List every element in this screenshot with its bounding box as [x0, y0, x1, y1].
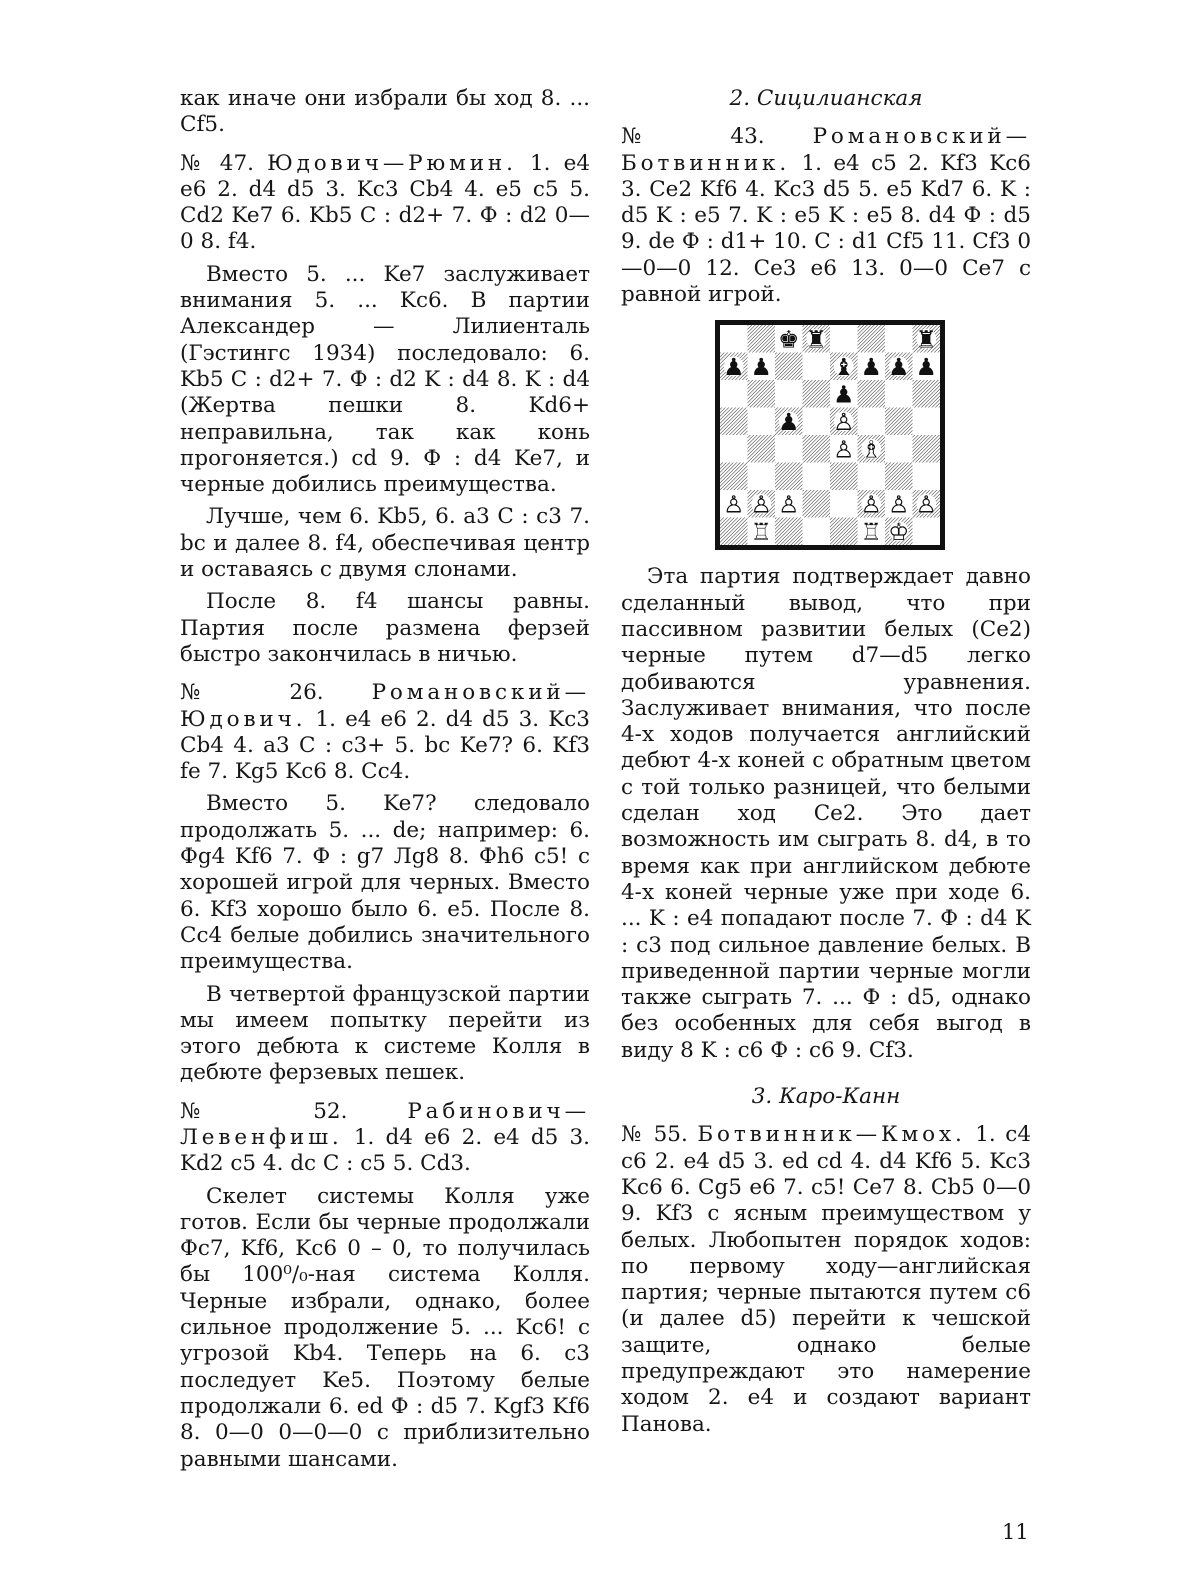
light-square — [858, 463, 886, 491]
chess-piece-icon — [778, 326, 799, 354]
light-square — [913, 463, 941, 491]
dark-square — [830, 463, 858, 491]
dark-square — [803, 380, 831, 408]
light-square — [803, 463, 831, 491]
game-moves: 1. c4 c6 2. e4 d5 3. ed cd 4. d4 Kf6 5. Kc3 Kc6 6. Cg5 e6 7. c5! Ce7 8. Cb5 0—0 9. Kf3 с ясным преимуществом у белых. — [621, 1122, 1031, 1253]
dark-square — [720, 463, 748, 491]
paragraph: Вместо 5. Ke7? следовало продолжать 5. ... de; например: 6. Фg4 Kf6 7. Ф : g7 Лg8 8. Фh6 c5! с хорошей игрой для черных. Вместо 6. Kf3 хорошо было 6. e5. После 8. Cc4 белые добились значительного преимущества. — [180, 791, 590, 975]
dark-square — [748, 380, 776, 408]
game-number: № 47. — [180, 150, 254, 176]
chess-piece-icon — [833, 353, 854, 381]
game-number: № 52. — [180, 1098, 348, 1124]
chess-piece-icon — [861, 491, 882, 519]
left-column — [180, 86, 590, 1473]
light-square — [720, 435, 748, 463]
chess-piece-icon — [888, 353, 909, 381]
chess-board — [720, 325, 940, 545]
dark-square — [775, 353, 803, 381]
game-moves: 1. e4 e6 2. d4 d5 3. Kc3 Cb4 4. e5 c5 5. Cd2 Ke7 6. Kb5 C : d2+ 7. Ф : d2 0—0 8. f4. — [180, 150, 590, 255]
chess-piece-icon — [778, 408, 799, 436]
chess-piece-icon — [888, 518, 909, 545]
dark-square — [858, 325, 886, 353]
chess-piece-icon — [833, 408, 854, 436]
light-square — [803, 518, 831, 546]
chess-piece-icon — [723, 353, 744, 381]
light-square — [775, 435, 803, 463]
dark-square — [858, 380, 886, 408]
game-players: Романовский—Юдович. — [180, 680, 591, 732]
game-players: Юдович—Рюмин. — [267, 150, 517, 176]
light-square — [830, 325, 858, 353]
light-square — [720, 325, 748, 353]
dark-square — [775, 518, 803, 546]
paragraph: После 8. f4 шансы равны. Партия после размена ферзей быстро закончилась в ничью. — [180, 589, 590, 667]
dark-square — [913, 435, 941, 463]
section-heading: 3. Каро-Канн — [751, 1084, 901, 1110]
light-square — [748, 463, 776, 491]
chess-piece-icon — [833, 436, 854, 464]
section-heading: 2. Сицилианская — [729, 86, 923, 111]
game-number: № 55. — [621, 1122, 688, 1148]
chess-piece-icon — [751, 491, 772, 519]
dark-square — [748, 325, 776, 353]
chess-piece-icon — [888, 491, 909, 519]
dark-square — [830, 518, 858, 546]
game-record-52 — [180, 1099, 590, 1178]
game-moves: 1. e4 c5 2. Kf3 Kc6 3. Ce2 Kf6 4. Kc3 d5 5. e5 Kd7 6. K : d5 K : e5 7. K : e5 K : e5 8. d4 Ф : d5 9. de Ф : d1+ 10. C : d1 Cf5 11. Cf3 0—0—0 12. Ce3 e6 13. 0—0 Ce7 с равной игрой. — [621, 150, 1031, 308]
light-square — [830, 490, 858, 518]
chess-piece-icon — [861, 436, 882, 464]
game-record-43 — [621, 124, 1031, 308]
light-square — [913, 518, 941, 546]
game-number: № 26. — [180, 680, 324, 706]
game-players: Рабинович—Левенфиш. — [180, 1098, 590, 1150]
dark-square — [748, 435, 776, 463]
game-record-47 — [180, 151, 590, 256]
game-record-26 — [180, 680, 590, 785]
game-comment: Любопытен порядок ходов: по первому ходу—английская партия; черные пытаются путем c6 (и далее d5) перейти к чешской защите, однако белые предупреждают это намерение ходом 2. e4 и создают вариант Панова. — [621, 1227, 1031, 1437]
chess-piece-icon — [916, 353, 937, 381]
dark-square — [720, 408, 748, 436]
game-players: Ботвинник—Кмох. — [697, 1122, 966, 1148]
paragraph: Лучше, чем 6. Kb5, 6. a3 C : c3 7. bc и далее 8. f4, обеспечивая центр и оставаясь с двумя слонами. — [180, 504, 590, 583]
light-square — [858, 408, 886, 436]
game-moves: 1. d4 e6 2. e4 d5 3. Kd2 c5 4. dc C : c5 5. Cd3. — [180, 1124, 591, 1177]
paragraph: В четвертой французской партии мы имеем попытку перейти из этого дебюта к системе Колля в дебюте ферзевых пешек. — [180, 981, 590, 1086]
dark-square — [803, 435, 831, 463]
dark-square — [913, 380, 941, 408]
game-players: Романовский—Ботвинник. — [621, 124, 1032, 176]
dark-square — [885, 408, 913, 436]
game-moves: 1. e4 e6 2. d4 d5 3. Kc3 Cb4 4. a3 C : c3+ 5. bc Ke7? 6. Kf3 fe 7. Kg5 Kc6 8. Cc4. — [180, 706, 590, 785]
light-square — [885, 325, 913, 353]
chess-piece-icon — [916, 491, 937, 519]
dark-square — [803, 490, 831, 518]
paragraph: Вместо 5. ... Ke7 заслуживает внимания 5. ... Kc6. В партии Александер — Лилиенталь (Гэстингс 1934) последовало: 6. Kb5 C : d2+ 7. Ф : d2 K : d4 8. K : d4 (Жертва пешки 8. Kd6+ неправильна, так как конь прогоняется.) cd 9. Ф : d4 Ke7, и черные добились преимущества. — [180, 261, 590, 498]
chess-piece-icon — [778, 491, 799, 519]
light-square — [720, 380, 748, 408]
paragraph: Скелет системы Колля уже готов. Если бы черные продолжали Фc7, Kf6, Kc6 0 – 0, то получилась бы 100⁰/₀-ная система Колля. Черные избрали, однако, более сильное продолжение 5. ... Kc6! с угрозой Kb4. Теперь на 6. c3 последует Ke5. Поэтому белые продолжали 6. ed Ф : d5 7. Kgf3 Kf6 8. 0—0 0—0—0 с приблизительно равными шансами. — [180, 1183, 590, 1472]
chess-piece-icon — [751, 353, 772, 381]
game-record-55 — [621, 1122, 1031, 1438]
light-square — [803, 353, 831, 381]
light-square — [775, 380, 803, 408]
chess-piece-icon — [806, 326, 827, 354]
light-square — [885, 435, 913, 463]
chess-diagram — [715, 320, 945, 550]
paragraph: как иначе они избрали бы ход 8. ... Cf5. — [180, 86, 590, 138]
chess-piece-icon — [833, 381, 854, 409]
game-number: № 43. — [621, 124, 765, 150]
light-square — [748, 408, 776, 436]
light-square — [803, 408, 831, 436]
dark-square — [720, 518, 748, 546]
dark-square — [775, 463, 803, 491]
chess-piece-icon — [723, 491, 744, 519]
dark-square — [885, 463, 913, 491]
chess-piece-icon — [751, 518, 772, 545]
paragraph: Эта партия подтверждает давно сделанный вывод, что при пассивном развитии белых (Ce2) черные путем d7—d5 легко добиваются уравнения. Заслуживает внимания, что после 4-х ходов получается английский дебют 4-х коней с обратным цветом с той только разницей, что белыми сделан ход Ce2. Это дает возможность им сыграть 8. d4, в то время как при английском дебюте 4-х коней черные уже при ходе 6. ... K : e4 попадают после 7. Ф : d4 K : c3 под сильное давление белых. В приведенной партии черные могли также сыграть 7. ... Ф : d5, однако без особенных для себя выгод в виду 8 K : c6 Ф : c6 9. Cf3. — [621, 564, 1031, 1063]
page-number: 11 — [1002, 1520, 1029, 1544]
chess-piece-icon — [861, 518, 882, 545]
chess-piece-icon — [916, 326, 937, 354]
light-square — [913, 408, 941, 436]
right-column — [621, 86, 1031, 1438]
light-square — [885, 380, 913, 408]
chess-piece-icon — [861, 353, 882, 381]
